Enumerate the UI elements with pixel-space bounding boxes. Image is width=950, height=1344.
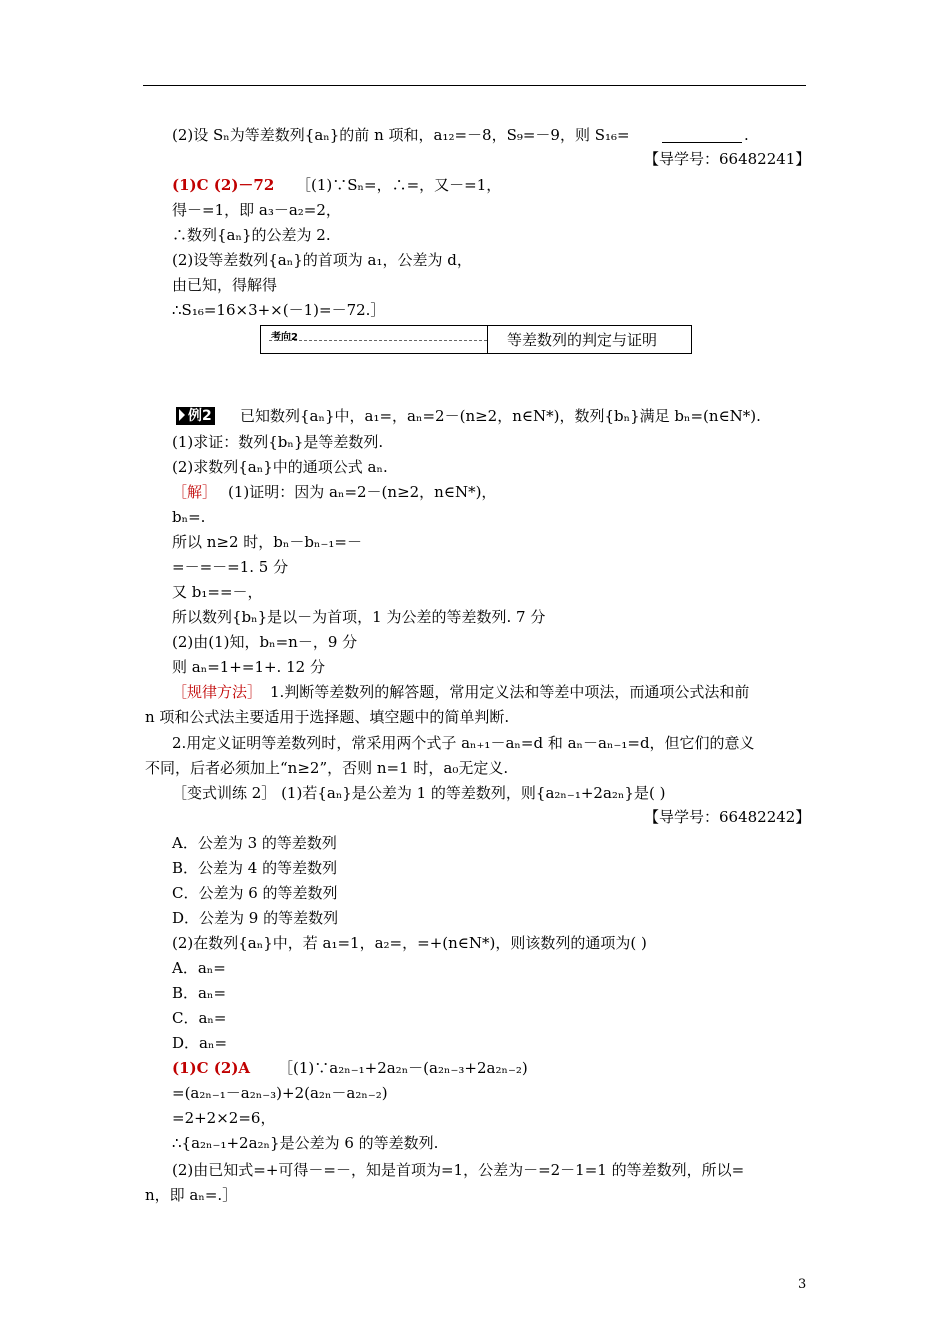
text-line: (2)求数列{aₙ}中的通项公式 aₙ.	[172, 458, 388, 476]
section-dash	[269, 340, 487, 341]
text-line: (2)在数列{aₙ}中，若 a₁=1，a₂=，=+(n∈N*)，则该数列的通项为( )	[172, 934, 647, 952]
text-line: 【导学号：66482242】	[644, 808, 811, 826]
text-line: ［规律方法］	[172, 683, 263, 701]
header-rule	[143, 85, 806, 86]
section-box	[260, 325, 692, 354]
text-line: 已知数列{aₙ}中，a₁=，aₙ=2－(n≥2，n∈N*)，数列{bₙ}满足 bₙ=(n∈N*).	[240, 407, 761, 425]
text-line: 不同，后者必须加上“n≥2”，否则 n=1 时，a₀无定义.	[145, 759, 509, 777]
text-line: ［解］	[172, 483, 218, 501]
blank-period: .	[744, 126, 749, 144]
text-line: 1.判断等差数列的解答题，常用定义法和等差中项法，而通项公式法和前	[270, 683, 750, 701]
text-line: (1)C (2)－72	[172, 176, 275, 194]
text-line: (2)由已知式=+可得－=－，知是首项为=1，公差为－=2－1=1 的等差数列，所以=	[172, 1161, 745, 1179]
text-line: 【导学号：66482241】	[644, 150, 811, 168]
text-line: ∴数列{aₙ}的公差为 2.	[172, 226, 331, 244]
text-line: 则 aₙ=1+=1+. 12 分	[172, 658, 325, 676]
text-line: D．aₙ=	[172, 1034, 228, 1052]
text-line: bₙ=.	[172, 508, 206, 526]
text-line: ［变式训练 2］ (1)若{aₙ}是公差为 1 的等差数列，则{a₂ₙ₋₁+2a₂ₙ}是( )	[172, 784, 666, 802]
text-line: n 项和公式法主要适用于选择题、填空题中的简单判断.	[145, 708, 510, 726]
text-line: B．aₙ=	[172, 984, 227, 1002]
text-line: =(a₂ₙ₋₁－a₂ₙ₋₃)+2(a₂ₙ－a₂ₙ₋₂)	[172, 1084, 388, 1102]
text-line: (2)设等差数列{aₙ}的首项为 a₁，公差为 d，	[172, 251, 472, 269]
section-title: 等差数列的判定与证明	[507, 331, 658, 349]
text-line: n，即 aₙ=.］	[145, 1186, 238, 1204]
section-separator	[487, 326, 488, 353]
example-label: 例2	[176, 405, 215, 425]
text-line: 得－=1，即 a₃－a₂=2，	[172, 201, 341, 219]
text-line: B．公差为 4 的等差数列	[172, 859, 338, 877]
text-line: 由已知，得解得	[172, 276, 278, 294]
text-line: (1)证明：因为 aₙ=2－(n≥2，n∈N*)，	[228, 483, 497, 501]
text-line: =－=－=1. 5 分	[172, 558, 289, 576]
text-line: ∴S₁₆=16×3+×(－1)=－72.］	[172, 301, 386, 319]
text-line: ∴{a₂ₙ₋₁+2a₂ₙ}是公差为 6 的等差数列.	[172, 1134, 439, 1152]
text-line: D．公差为 9 的等差数列	[172, 909, 339, 927]
text-line: 所以数列{bₙ}是以－为首项，1 为公差的等差数列. 7 分	[172, 608, 546, 626]
text-line: =2+2×2=6，	[172, 1109, 276, 1127]
text-line: ［(1)∵Sₙ=，∴=，又－=1，	[296, 176, 502, 194]
text-line: (2)由(1)知，bₙ=n－，9 分	[172, 633, 358, 651]
text-line: 2.用定义证明等差数列时，常采用两个式子 aₙ₊₁－aₙ=d 和 aₙ－aₙ₋₁=d，但它们的意义	[172, 734, 755, 752]
text-line: C．aₙ=	[172, 1009, 227, 1027]
text-line: A．公差为 3 的等差数列	[172, 834, 337, 852]
text-line: (2)设 Sₙ为等差数列{aₙ}的前 n 项和，a₁₂=－8，S₉=－9，则 S₁₆=	[172, 126, 630, 144]
page-number: 3	[798, 1277, 807, 1292]
text-line: 又 b₁==－，	[172, 583, 263, 601]
answer-blank	[662, 128, 742, 143]
text-line: (1)C (2)A	[172, 1059, 251, 1077]
section-tag: 考向2	[271, 332, 298, 343]
text-line: 所以 n≥2 时，bₙ－bₙ₋₁=－	[172, 533, 362, 551]
text-line: A．aₙ=	[172, 959, 226, 977]
text-line: ［(1)∵a₂ₙ₋₁+2a₂ₙ－(a₂ₙ₋₃+2a₂ₙ₋₂)	[278, 1059, 528, 1077]
text-line: (1)求证：数列{bₙ}是等差数列.	[172, 433, 384, 451]
text-line: C．公差为 6 的等差数列	[172, 884, 338, 902]
